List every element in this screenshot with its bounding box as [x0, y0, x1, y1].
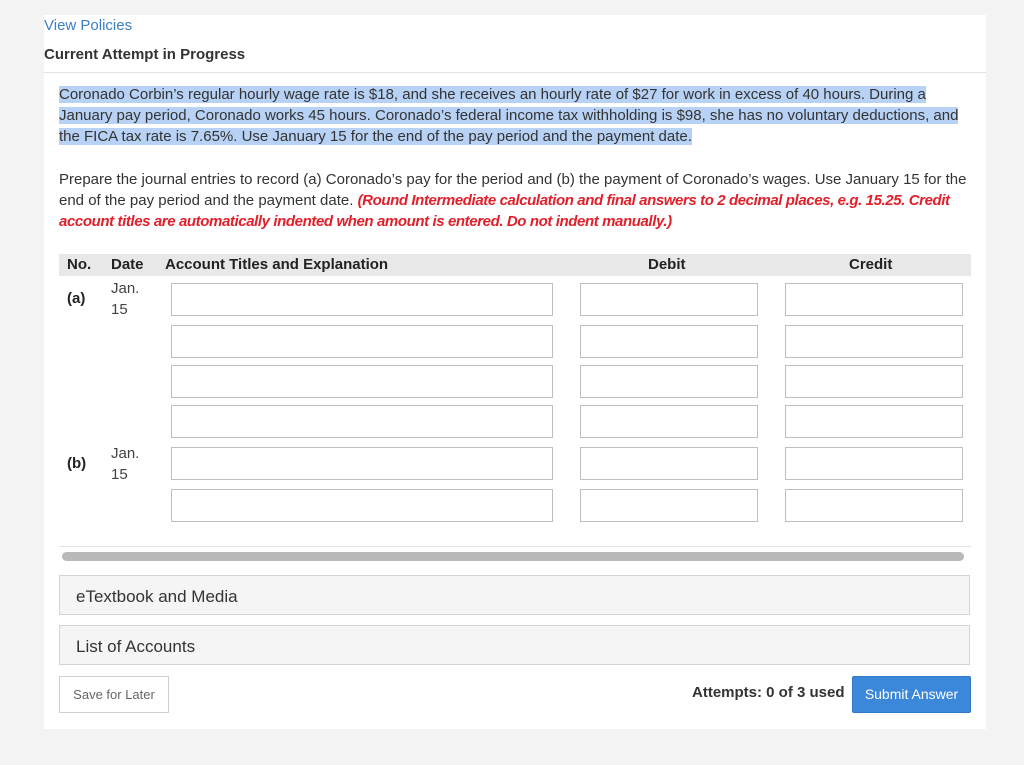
entry-date-b — [111, 443, 139, 485]
entry-date-a — [111, 278, 139, 320]
save-for-later-button[interactable]: Save for Later — [59, 676, 169, 713]
entry-label-b: (b) — [67, 455, 87, 472]
account-title-input[interactable] — [171, 365, 553, 398]
account-title-input[interactable] — [171, 447, 553, 480]
entry-date-month: Jan. — [111, 280, 140, 297]
debit-input[interactable] — [580, 489, 758, 522]
view-policies-link[interactable]: View Policies — [44, 17, 133, 34]
debit-input[interactable] — [580, 283, 758, 316]
list-of-accounts-accordion[interactable]: List of Accounts — [59, 625, 970, 665]
divider — [44, 72, 986, 73]
credit-input[interactable] — [785, 365, 963, 398]
divider — [59, 546, 971, 547]
entry-date-day: 15 — [111, 466, 128, 483]
entry-label-a: (a) — [67, 290, 86, 307]
journal-table-header — [59, 254, 971, 276]
col-header-debit: Debit — [648, 256, 686, 273]
entry-date-day: 15 — [111, 301, 128, 318]
credit-input[interactable] — [785, 405, 963, 438]
account-title-input[interactable] — [171, 325, 553, 358]
col-header-no: No. — [67, 256, 92, 273]
col-header-account: Account Titles and Explanation — [165, 256, 389, 273]
account-title-input[interactable] — [171, 489, 553, 522]
submit-answer-button[interactable]: Submit Answer — [852, 676, 971, 713]
etextbook-accordion[interactable]: eTextbook and Media — [59, 575, 970, 615]
debit-input[interactable] — [580, 447, 758, 480]
problem-statement — [59, 84, 969, 147]
attempt-status-heading: Current Attempt in Progress — [44, 46, 246, 63]
credit-input[interactable] — [785, 325, 963, 358]
horizontal-scrollbar[interactable] — [62, 552, 964, 561]
credit-input[interactable] — [785, 283, 963, 316]
problem-text: Coronado Corbin’s regular hourly wage rate is $18, and she receives an hourly rate of $27 for work in excess of 40 hours. During a January pay period, Coronado works 45 hours. Coronado’s federal income tax withholding is $98, she has no voluntary deductions, and the FICA tax rate is 7.65%. Use January 15 for the end of the pay period and the payment date. — [59, 86, 959, 145]
col-header-credit: Credit — [849, 256, 893, 273]
debit-input[interactable] — [580, 405, 758, 438]
debit-input[interactable] — [580, 365, 758, 398]
rounding-note: (Round Intermediate calculation and final answers to 2 decimal places, e.g. 15.25. Credit account titles are automatically indented when amount is entered. Do not indent manually.) — [59, 192, 950, 230]
account-title-input[interactable] — [171, 283, 553, 316]
credit-input[interactable] — [785, 447, 963, 480]
instructions-text: Prepare the journal entries to record (a) Coronado’s pay for the period and (b) the payment of Coronado’s wages. Use January 15 for the end of the pay period and the payment date. — [59, 171, 967, 209]
instructions — [59, 169, 974, 232]
credit-input[interactable] — [785, 489, 963, 522]
attempts-counter: Attempts: 0 of 3 used — [692, 684, 845, 701]
question-card — [44, 15, 986, 729]
debit-input[interactable] — [580, 325, 758, 358]
col-header-date: Date — [111, 256, 144, 273]
entry-date-month: Jan. — [111, 445, 140, 462]
account-title-input[interactable] — [171, 405, 553, 438]
